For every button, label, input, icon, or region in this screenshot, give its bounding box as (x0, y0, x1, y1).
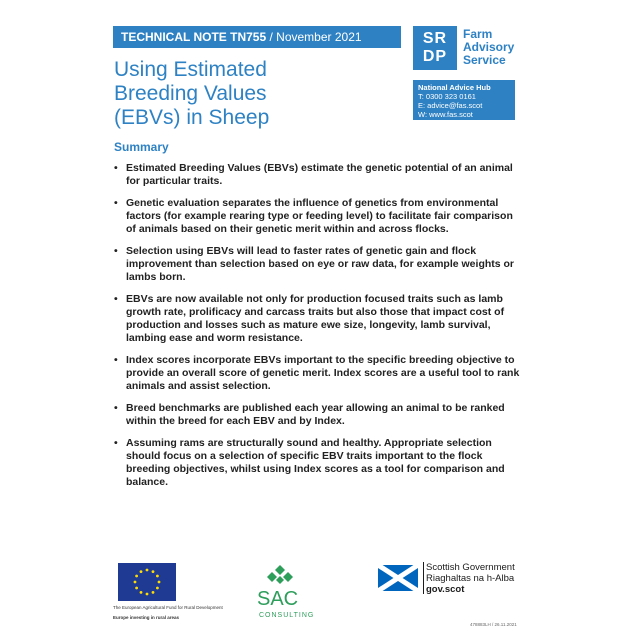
summary-bullet: • Estimated Breeding Values (EBVs) estimate the genetic potential of an animal for particular traits. (114, 162, 524, 188)
eu-caption-fund: The European Agricultural Fund for Rural Development (113, 605, 223, 610)
srdp-line-1: SR (422, 30, 448, 47)
sac-name: SAC (257, 588, 299, 610)
title-line-2: Breeding Values (114, 82, 267, 105)
summary-heading: Summary (114, 140, 169, 154)
contact-web[interactable]: W: www.fas.scot (418, 110, 473, 119)
summary-bullet: • Assuming rams are structurally sound and healthy. Appropriate selection should focus on a selection of specific EBV traits important to the flock breeding objectives, whilst using Index scores as a tool for comparison and balance. (114, 437, 524, 489)
saltire-cross-icon (378, 565, 418, 591)
fas-name-line-3: Service (463, 53, 506, 67)
fas-logo (413, 26, 515, 76)
eu-flag-icon (118, 563, 176, 601)
contact-box (413, 80, 515, 120)
contact-email[interactable]: E: advice@fas.scot (418, 101, 483, 110)
contact-phone: T: 0300 323 0161 (418, 92, 476, 101)
eu-caption-slogan: Europe investing in rural areas (113, 615, 180, 620)
page-title (114, 58, 394, 130)
fas-name-line-2: Advisory (463, 40, 515, 54)
fas-name (463, 28, 514, 67)
srdp-logo-mark (413, 26, 457, 70)
scot-gov-gaelic-name: Riaghaltas na h-Alba (426, 573, 515, 584)
title-line-3: (EBVs) in Sheep (114, 106, 270, 129)
sac-consulting-logo (255, 564, 315, 624)
sac-subtitle: CONSULTING (259, 612, 315, 619)
note-separator: / (266, 30, 277, 44)
srdp-line-2: DP (422, 48, 448, 65)
summary-bullet: • Index scores incorporate EBVs important to the specific breeding objective to provide an overall score of genetic merit. Index scores are a useful tool to rank animals and assist selection. (114, 354, 524, 393)
note-label: TECHNICAL NOTE TN755 (121, 30, 267, 44)
note-date: November 2021 (276, 30, 362, 44)
fas-name-line-1: Farm (463, 27, 493, 41)
logo-divider (423, 562, 424, 594)
document-code: 478883LH / 26.11.2021 (470, 622, 517, 627)
eu-logo (113, 563, 223, 623)
scot-gov-name: Scottish Government (426, 562, 515, 573)
technical-note-banner (113, 26, 401, 48)
summary-bullet: • EBVs are now available not only for production focused traits such as lamb growth rate, prolificacy and carcass traits but also those that impact cost of production and losses such as mature ewe size, longevity, lamb survival, lambing ease and worm resistance. (114, 293, 524, 345)
contact-hub: National Advice Hub (418, 83, 491, 92)
summary-bullet: • Genetic evaluation separates the influence of genetics from environmental factors (for example rearing type or feeding level) to facilitate fair comparison of animals based on their genetic merit within and across flocks. (114, 197, 524, 236)
summary-bullet: • Selection using EBVs will lead to faster rates of genetic gain and flock improvement than selection based on eye or raw data, for example weights or lambs born. (114, 245, 524, 284)
summary-list (114, 162, 524, 498)
eu-stars-icon (118, 563, 176, 601)
summary-bullet: • Breed benchmarks are published each year allowing an animal to be ranked within the breed for each EBV and by Index. (114, 402, 524, 428)
scot-gov-url: gov.scot (426, 584, 465, 595)
title-line-1: Using Estimated (114, 58, 267, 81)
scottish-government-logo (378, 562, 528, 602)
saltire-flag-icon (378, 565, 418, 591)
sac-diamonds-icon (263, 564, 297, 586)
